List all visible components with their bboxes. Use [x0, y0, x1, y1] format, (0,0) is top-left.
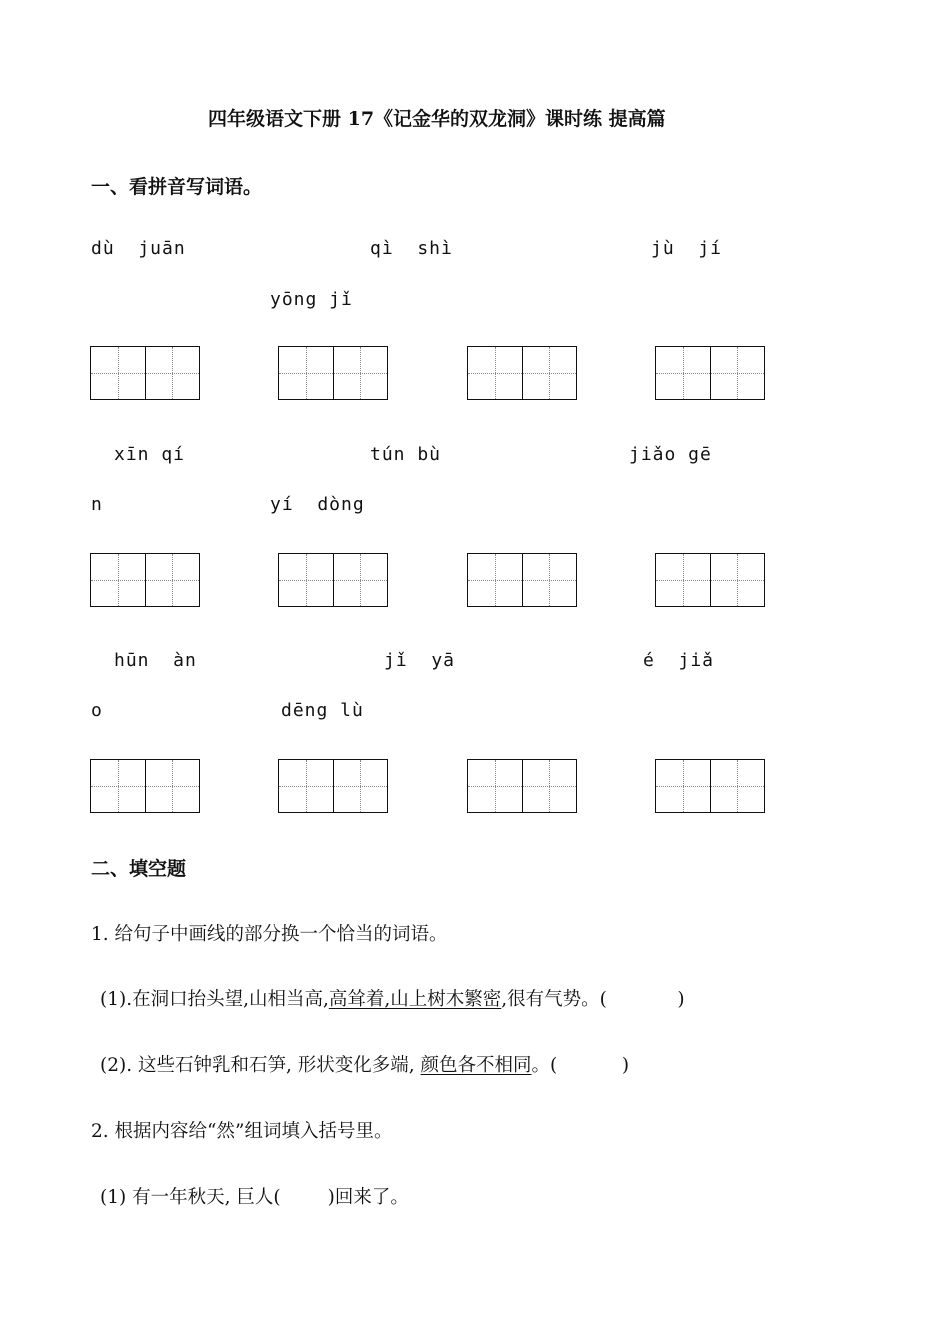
pinyin-tunbu: tún bù	[370, 444, 442, 465]
writing-box[interactable]	[278, 553, 388, 607]
pinyin-denglu: dēng lù	[281, 700, 364, 721]
answer-blank[interactable]: ,很有气势。( )	[501, 989, 685, 1010]
writing-box[interactable]	[467, 553, 577, 607]
sentence-text: (1).在洞口抬头望,山相当高,	[100, 989, 329, 1010]
pinyin-yongji: yōng jǐ	[270, 289, 353, 310]
writing-box[interactable]	[278, 346, 388, 400]
pinyin-hunan: hūn àn	[114, 650, 197, 671]
sentence-text: (2). 这些石钟乳和石笋, 形状变化多端,	[100, 1055, 421, 1076]
pinyin-xinqi: xīn qí	[114, 444, 186, 465]
writing-box[interactable]	[655, 553, 765, 607]
underlined-phrase: 颜色各不相同	[420, 1055, 532, 1076]
writing-box[interactable]	[655, 759, 765, 813]
writing-box[interactable]	[467, 759, 577, 813]
pinyin-ejiao-wrap: o	[91, 700, 103, 721]
question-1-sentence-2	[100, 1051, 629, 1077]
answer-blank[interactable]: 。( )	[531, 1055, 630, 1076]
pinyin-dujuan: dù juān	[91, 238, 186, 259]
writing-box[interactable]	[90, 759, 200, 813]
pinyin-jiya: jǐ yā	[384, 650, 456, 671]
pinyin-ejiao: é jiǎ	[643, 650, 715, 671]
pinyin-qishi: qì shì	[370, 238, 453, 259]
writing-box[interactable]	[278, 759, 388, 813]
section-2-heading: 二、填空题	[91, 858, 187, 880]
pinyin-juji: jù jí	[651, 238, 723, 259]
question-1-sentence-1	[100, 985, 685, 1011]
question-2-stem: 2. 根据内容给“然”组词填入括号里。	[91, 1121, 393, 1142]
writing-box[interactable]	[655, 346, 765, 400]
underlined-phrase: 高耸着,山上树木繁密	[328, 989, 502, 1010]
page-title: 四年级语文下册 17《记金华的双龙洞》课时练 提高篇	[208, 108, 666, 130]
writing-box[interactable]	[467, 346, 577, 400]
writing-box[interactable]	[90, 553, 200, 607]
question-2-sentence-1[interactable]: (1) 有一年秋天, 巨人( )回来了。	[100, 1187, 409, 1208]
pinyin-yidong: yí dòng	[270, 494, 365, 515]
pinyin-jiaoge: jiǎo gē	[629, 444, 712, 465]
section-1-heading: 一、看拼音写词语。	[91, 176, 263, 198]
question-1-stem: 1. 给句子中画线的部分换一个恰当的词语。	[91, 924, 448, 945]
pinyin-jiaoge-wrap: n	[91, 494, 103, 515]
writing-box[interactable]	[90, 346, 200, 400]
